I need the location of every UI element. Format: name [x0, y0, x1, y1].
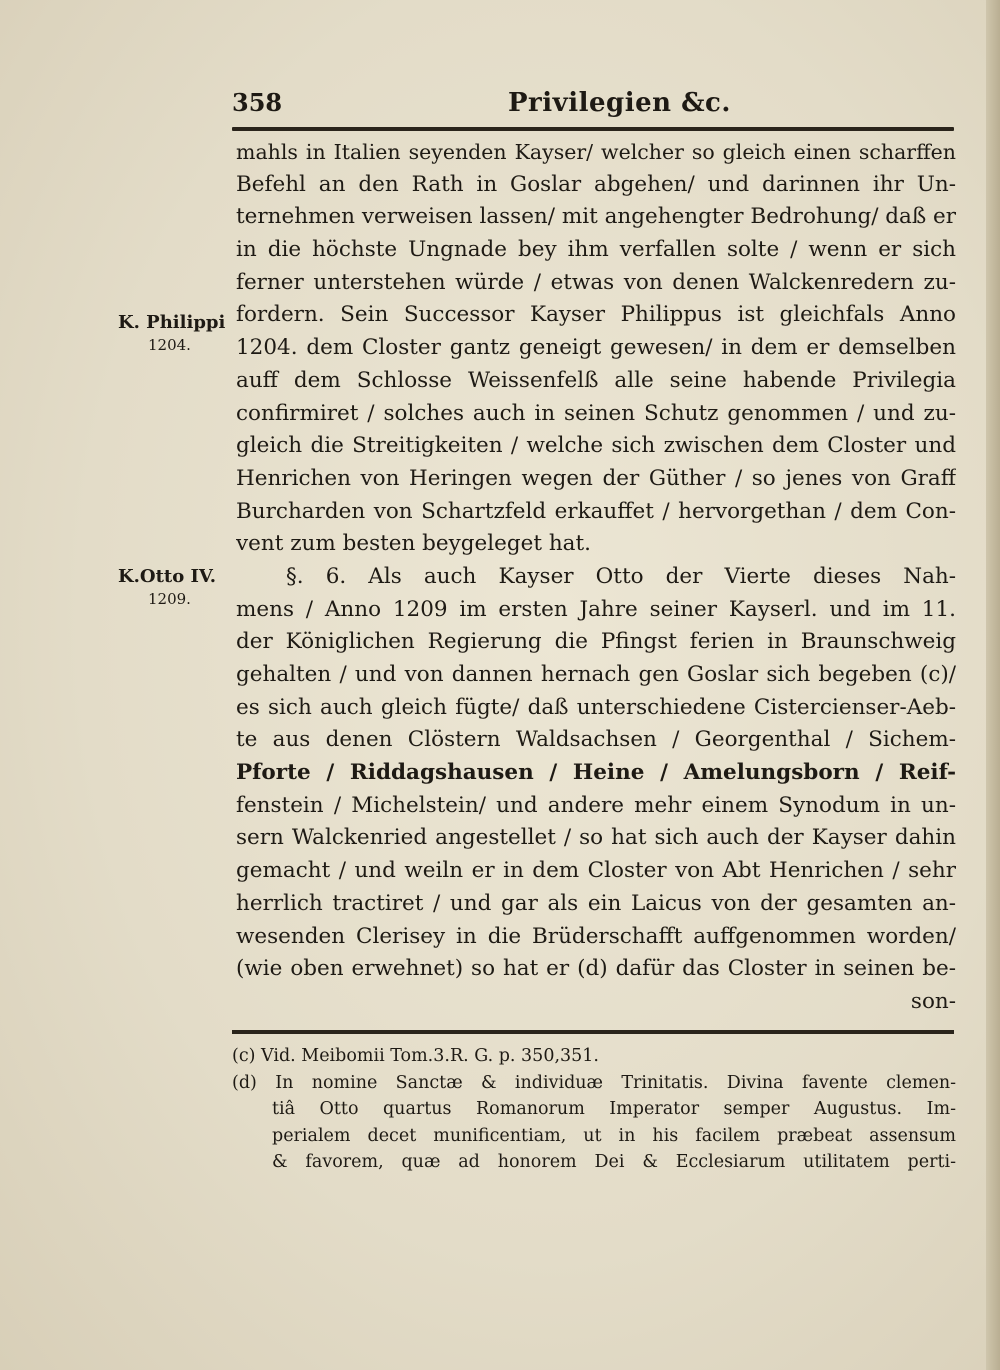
text-line: in die höchste Ungnade bey ihm verfallen solte / wenn er sich — [236, 237, 956, 263]
text-line: vent zum besten beygeleget hat. — [236, 531, 591, 557]
margin-note-otto: K.Otto IV. 1209. — [118, 566, 216, 608]
text-line: fordern. Sein Successor Kayser Philippus ist gleichfals Anno — [236, 302, 956, 328]
footnote-line: perialem decet munificentiam, ut in his facilem præbeat assensum — [272, 1125, 956, 1146]
page-number: 358 — [232, 88, 283, 117]
text-line: confirmiret / solches auch in seinen Schutz genommen / und zu- — [236, 400, 956, 426]
page-edge-shadow — [986, 0, 1000, 1370]
header-rule — [232, 127, 954, 131]
text-line: te aus denen Clöstern Waldsachsen / Georgenthal / Sichem- — [236, 727, 956, 753]
text-line: fenstein / Michelstein/ und andere mehr einem Synodum in un- — [236, 792, 956, 818]
text-line: auff dem Schlosse Weissenfelß alle seine habende Privilegia — [236, 367, 956, 393]
footnote-c: (c) Vid. Meibomii Tom.3.R. G. p. 350,351. — [232, 1046, 599, 1066]
text-line: herrlich tractiret / und gar als ein Laicus von der gesamten an- — [236, 890, 956, 916]
text-line: Burcharden von Schartzfeld erkauffet / hervorgethan / dem Con- — [236, 498, 956, 524]
footnote-rule — [232, 1030, 954, 1034]
text-line: Pforte / Riddagshausen / Heine / Amelungsborn / Reif- — [236, 760, 956, 786]
text-line: mahls in Italien seyenden Kayser/ welcher so gleich einen scharffen — [236, 140, 956, 164]
text-line: gemacht / und weiln er in dem Closter von Abt Henrichen / sehr — [236, 858, 956, 884]
text-line: mens / Anno 1209 im ersten Jahre seiner Kayserl. und im 11. — [236, 596, 956, 622]
text-line: sern Walckenried angestellet / so hat sich auch der Kayser dahin — [236, 825, 956, 851]
text-line: Befehl an den Rath in Goslar abgehen/ und darinnen ihr Un- — [236, 171, 956, 197]
text-line: der Königlichen Regierung die Pfingst ferien in Braunschweig — [236, 629, 956, 655]
footnote-d: (d) In nomine Sanctæ & individuæ Trinitatis. Divina favente clemen- — [232, 1072, 956, 1093]
catchword: son- — [910, 988, 956, 1014]
text-line: 1204. dem Closter gantz geneigt gewesen/ in dem er demselben — [236, 335, 956, 361]
running-title: Privilegien &c. — [508, 88, 731, 118]
text-line: es sich auch gleich fügte/ daß unterschiedene Cistercienser-Aeb- — [236, 694, 956, 720]
margin-note-philippi: K. Philippi 1204. — [118, 312, 226, 354]
body-text — [236, 136, 956, 1019]
text-line: ternehmen verweisen lassen/ mit angehengter Bedrohung/ daß er — [236, 204, 956, 230]
text-line: gleich die Streitigkeiten / welche sich zwischen dem Closter und — [236, 433, 956, 459]
text-line: (wie oben erwehnet) so hat er (d) dafür das Closter in seinen be- — [236, 956, 956, 982]
text-line: wesenden Clerisey in die Brüderschafft auffgenommen worden/ — [236, 923, 956, 949]
page-header — [228, 88, 952, 128]
footnotes — [232, 1043, 956, 1176]
footnote-line: tiâ Otto quartus Romanorum Imperator semper Augustus. Im- — [272, 1099, 956, 1119]
footnote-line: & favorem, quæ ad honorem Dei & Ecclesiarum utilitatem perti- — [272, 1152, 956, 1172]
text-line: ferner unterstehen würde / etwas von denen Walckenredern zu- — [236, 269, 956, 295]
text-line: §. 6. Als auch Kayser Otto der Vierte dieses Nah- — [286, 563, 956, 589]
text-line: gehalten / und von dannen hernach gen Goslar sich begeben (c)/ — [236, 662, 956, 687]
text-line: Henrichen von Heringen wegen der Güther / so jenes von Graff — [236, 465, 956, 491]
